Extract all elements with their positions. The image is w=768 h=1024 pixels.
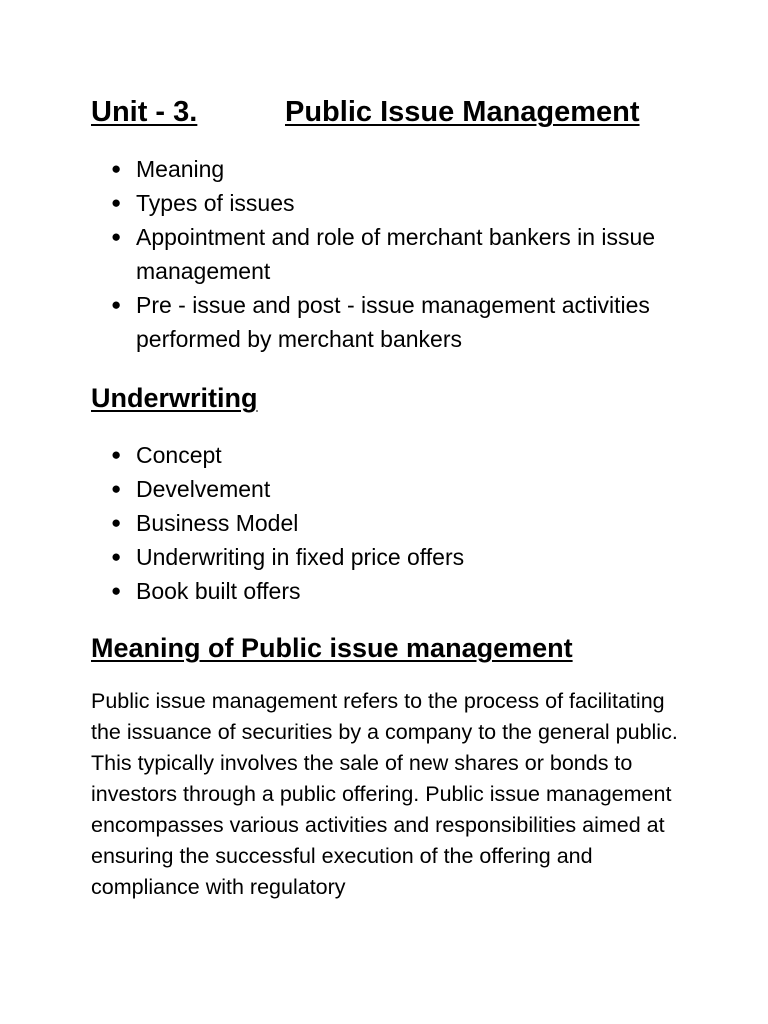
list-item xyxy=(91,186,691,220)
bullet-icon: ● xyxy=(111,295,122,314)
unit-number: Unit - 3. xyxy=(91,96,198,128)
list-item xyxy=(91,220,691,288)
list-item xyxy=(91,152,691,186)
bullet-icon: ● xyxy=(111,445,122,464)
list-item-text: Types of issues xyxy=(136,190,295,216)
list-item xyxy=(91,506,691,540)
bullet-icon: ● xyxy=(111,227,122,246)
list-item xyxy=(91,438,691,472)
meaning-paragraph: Public issue management refers to the process of facilitating the issuance of securities by a company to the general public. This typically involves the sale of new shares or bonds to investors through a public offering. Public issue management encompasses various activities and responsibilities aimed at ensuring the successful execution of the offering and compliance with regulatory xyxy=(91,689,678,899)
bullet-icon: ● xyxy=(111,159,122,178)
unit-title: Public Issue Management xyxy=(285,96,640,128)
bullet-icon: ● xyxy=(111,581,122,600)
unit-heading xyxy=(91,94,640,130)
bullet-icon: ● xyxy=(111,479,122,498)
list-item-text: Meaning xyxy=(136,156,225,182)
underwriting-heading: Underwriting xyxy=(91,383,258,413)
list-item-text: Concept xyxy=(136,442,222,468)
bullet-icon: ● xyxy=(111,513,122,532)
list-item xyxy=(91,288,691,356)
bullet-icon: ● xyxy=(111,547,122,566)
bullet-icon: ● xyxy=(111,193,122,212)
list-item xyxy=(91,540,691,574)
list-item-text: Develvement xyxy=(136,476,271,502)
list-item-text: Underwriting in fixed price offers xyxy=(136,544,465,570)
list-item xyxy=(91,472,691,506)
meaning-heading: Meaning of Public issue management xyxy=(91,633,573,663)
list-item-text: Pre - issue and post - issue management activities performed by merchant bankers xyxy=(136,292,650,352)
list-item-text: Appointment and role of merchant bankers in issue management xyxy=(136,224,656,284)
unit-topic-list xyxy=(91,152,691,356)
underwriting-topic-list xyxy=(91,438,691,608)
list-item-text: Book built offers xyxy=(136,578,301,604)
list-item xyxy=(91,574,691,608)
list-item-text: Business Model xyxy=(136,510,299,536)
